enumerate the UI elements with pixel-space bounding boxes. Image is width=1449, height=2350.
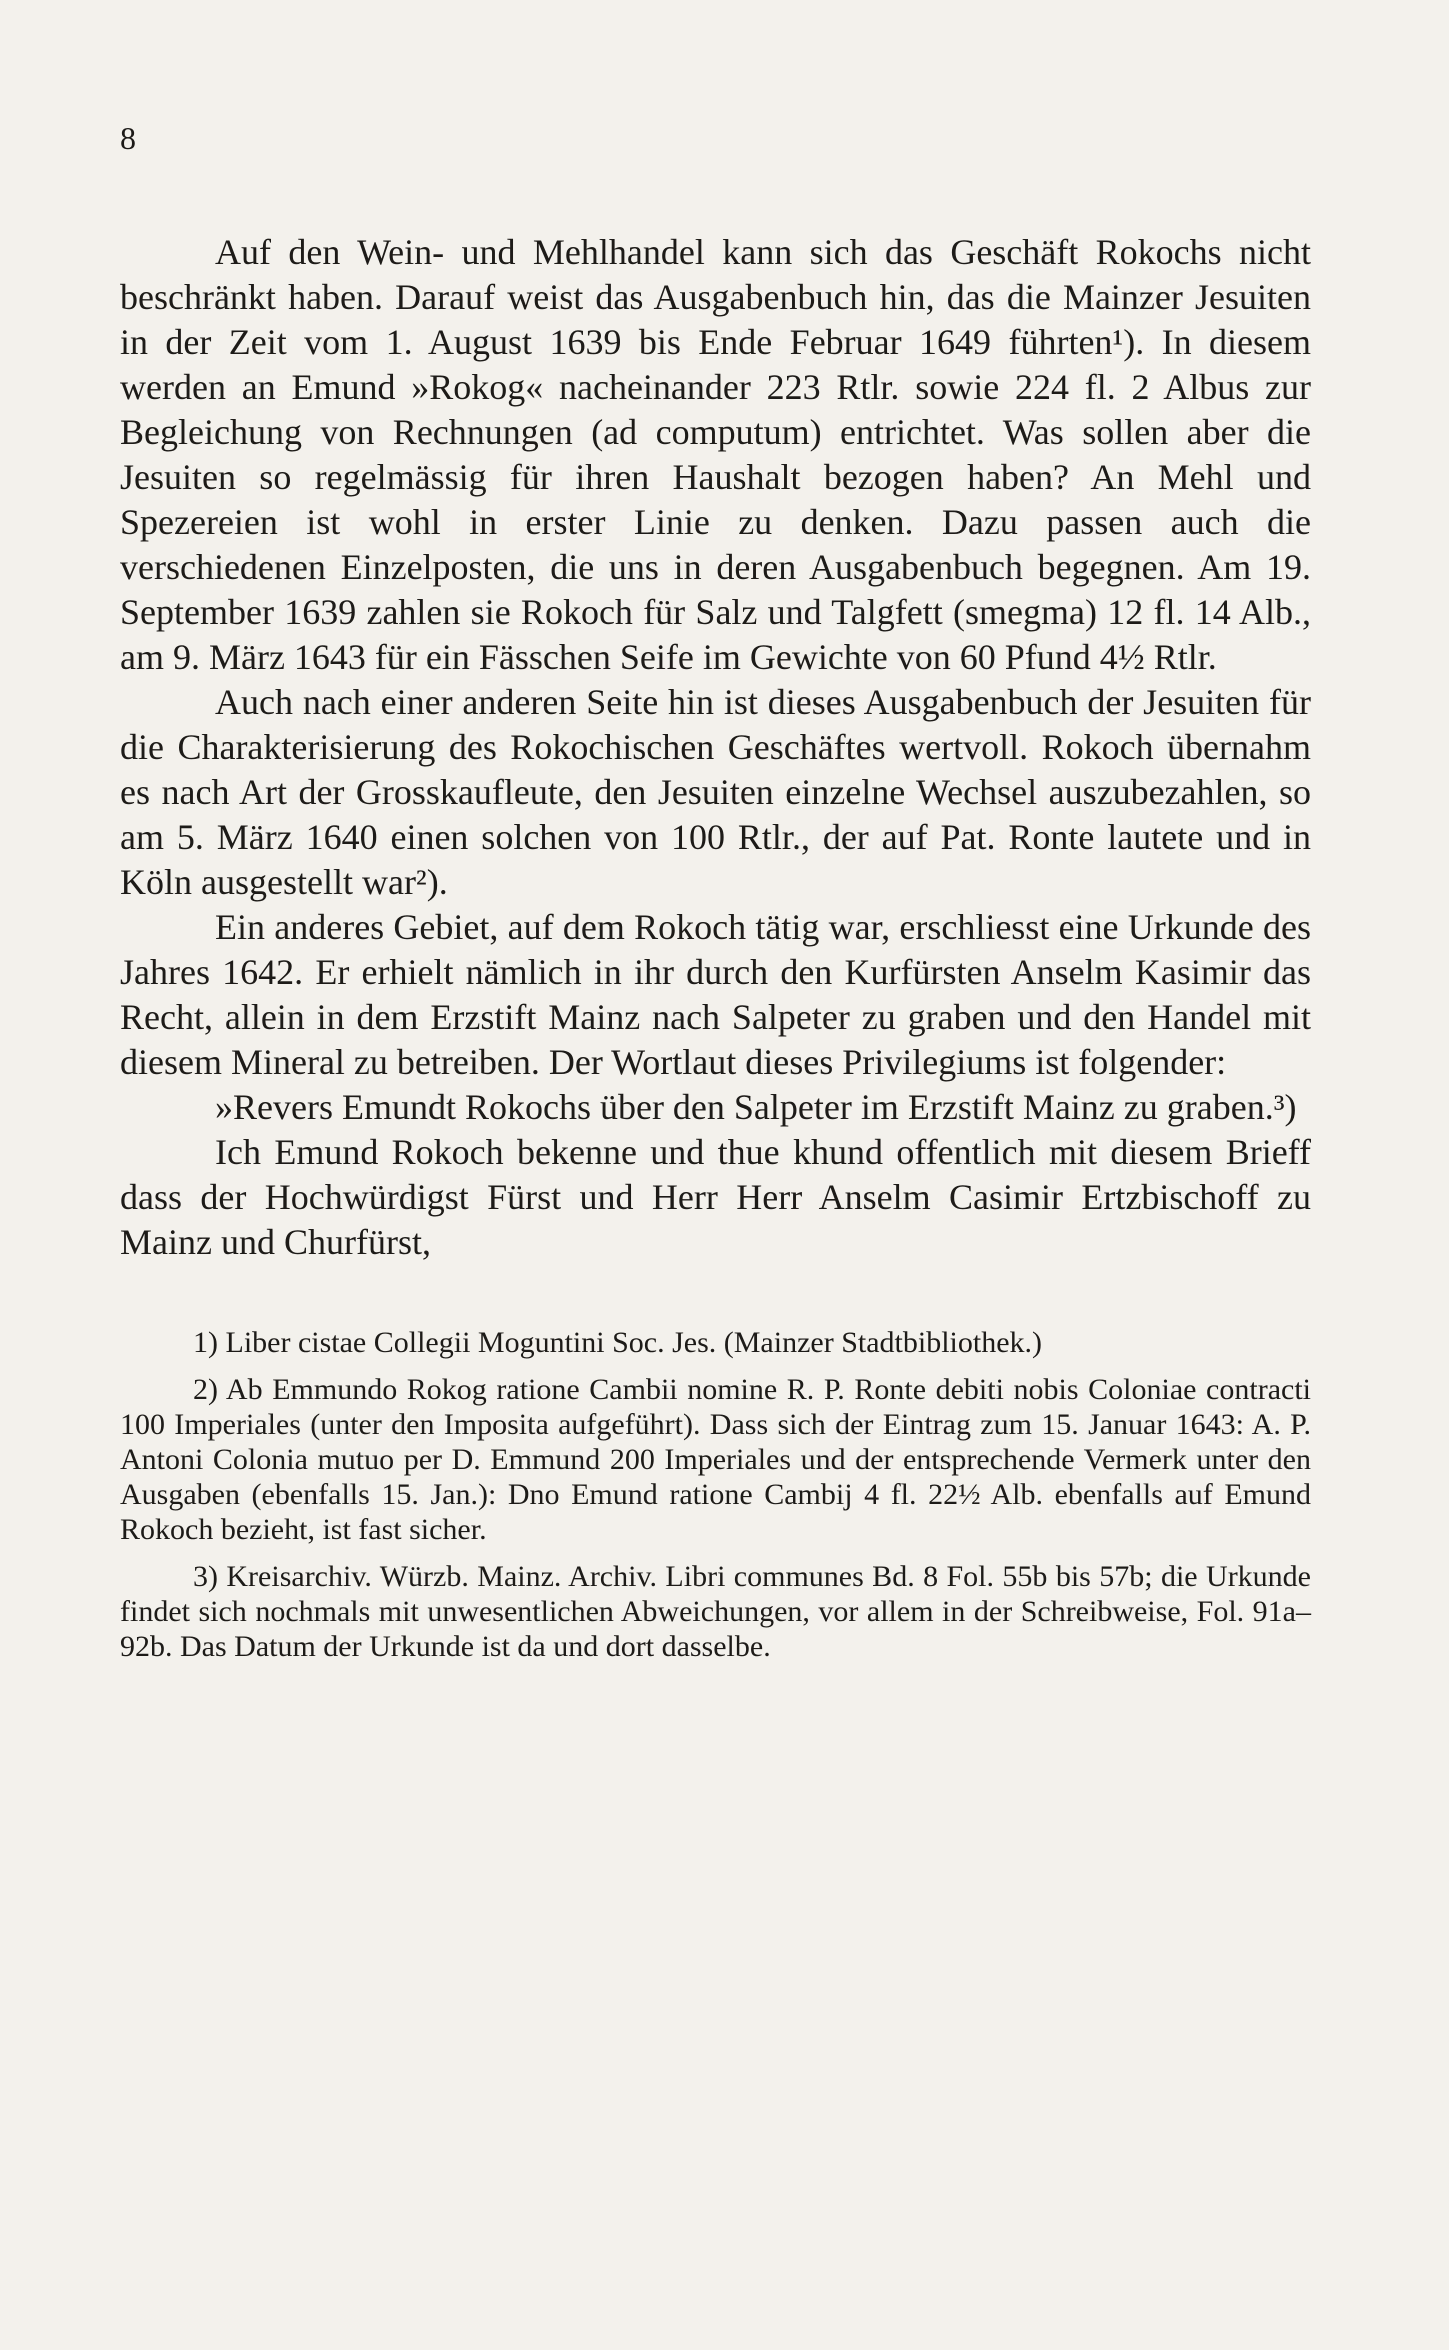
paragraph-1: Auf den Wein- und Mehlhandel kann sich das Geschäft Rokochs nicht beschränkt haben. Darauf weist das Ausgabenbuch hin, das die Mainzer Jesuiten in der Zeit vom 1. August 1639 bis Ende Februar 1649 führten¹). In diesem werden an Emund »Rokog« nacheinander 223 Rtlr. sowie 224 fl. 2 Albus zur Begleichung von Rechnungen (ad computum) entrichtet. Was sollen aber die Jesuiten so regelmässig für ihren Haushalt bezogen haben? An Mehl und Spezereien ist wohl in erster Linie zu denken. Dazu passen auch die verschiedenen Einzelposten, die uns in deren Ausgabenbuch begegnen. Am 19. September 1639 zahlen sie Rokoch für Salz und Talgfett (smegma) 12 fl. 14 Alb., am 9. März 1643 für ein Fässchen Seife im Gewichte von 60 Pfund 4½ Rtlr. [120, 232, 1311, 677]
footnote-3: 3) Kreisarchiv. Würzb. Mainz. Archiv. Libri communes Bd. 8 Fol. 55b bis 57b; die Urkunde findet sich nochmals mit unwesentlichen Abweichungen, vor allem in der Schreibweise, Fol. 91a–92b. Das Datum der Urkunde ist da und dort dasselbe. [120, 1560, 1311, 1663]
paragraph-3: Ein anderes Gebiet, auf dem Rokoch tätig war, erschliesst eine Urkunde des Jahres 1642. Er erhielt nämlich in ihr durch den Kurfürsten Anselm Kasimir das Recht, allein in dem Erzstift Mainz nach Salpeter zu graben und den Handel mit diesem Mineral zu betreiben. Der Wortlaut dieses Privilegiums ist folgender: [120, 907, 1311, 1082]
footnote-1: 1) Liber cistae Collegii Moguntini Soc. Jes. (Mainzer Stadtbibliothek.) [193, 1326, 1043, 1359]
paragraph-5-quote: Ich Emund Rokoch bekenne und thue khund offentlich mit diesem Brieff dass der Hochwürdigst Fürst und Herr Herr Anselm Casimir Ertzbischoff zu Mainz und Churfürst, [120, 1132, 1311, 1262]
body-text [120, 230, 1311, 1265]
paragraph-4-quote-title: »Revers Emundt Rokochs über den Salpeter im Erzstift Mainz zu graben.³) [215, 1087, 1297, 1127]
footnote-2: 2) Ab Emmundo Rokog ratione Cambii nomine R. P. Ronte debiti nobis Coloniae contracti 100 Imperiales (unter den Imposita aufgeführt). Dass sich der Eintrag zum 15. Januar 1643: A. P. Antoni Colonia mutuo per D. Emmund 200 Imperiales und der entsprechende Vermerk unter den Ausgaben (ebenfalls 15. Jan.): Dno Emund ratione Cambij 4 fl. 22½ Alb. ebenfalls auf Emund Rokoch bezieht, ist fast sicher. [120, 1373, 1311, 1546]
page-number: 8 [120, 120, 136, 156]
paragraph-2: Auch nach einer anderen Seite hin ist dieses Ausgabenbuch der Jesuiten für die Charakterisierung des Rokochischen Geschäftes wertvoll. Rokoch übernahm es nach Art der Grosskaufleute, den Jesuiten einzelne Wechsel auszubezahlen, so am 5. März 1640 einen solchen von 100 Rtlr., der auf Pat. Ronte lautete und in Köln ausgestellt war²). [120, 682, 1311, 902]
footnotes [120, 1325, 1311, 1664]
